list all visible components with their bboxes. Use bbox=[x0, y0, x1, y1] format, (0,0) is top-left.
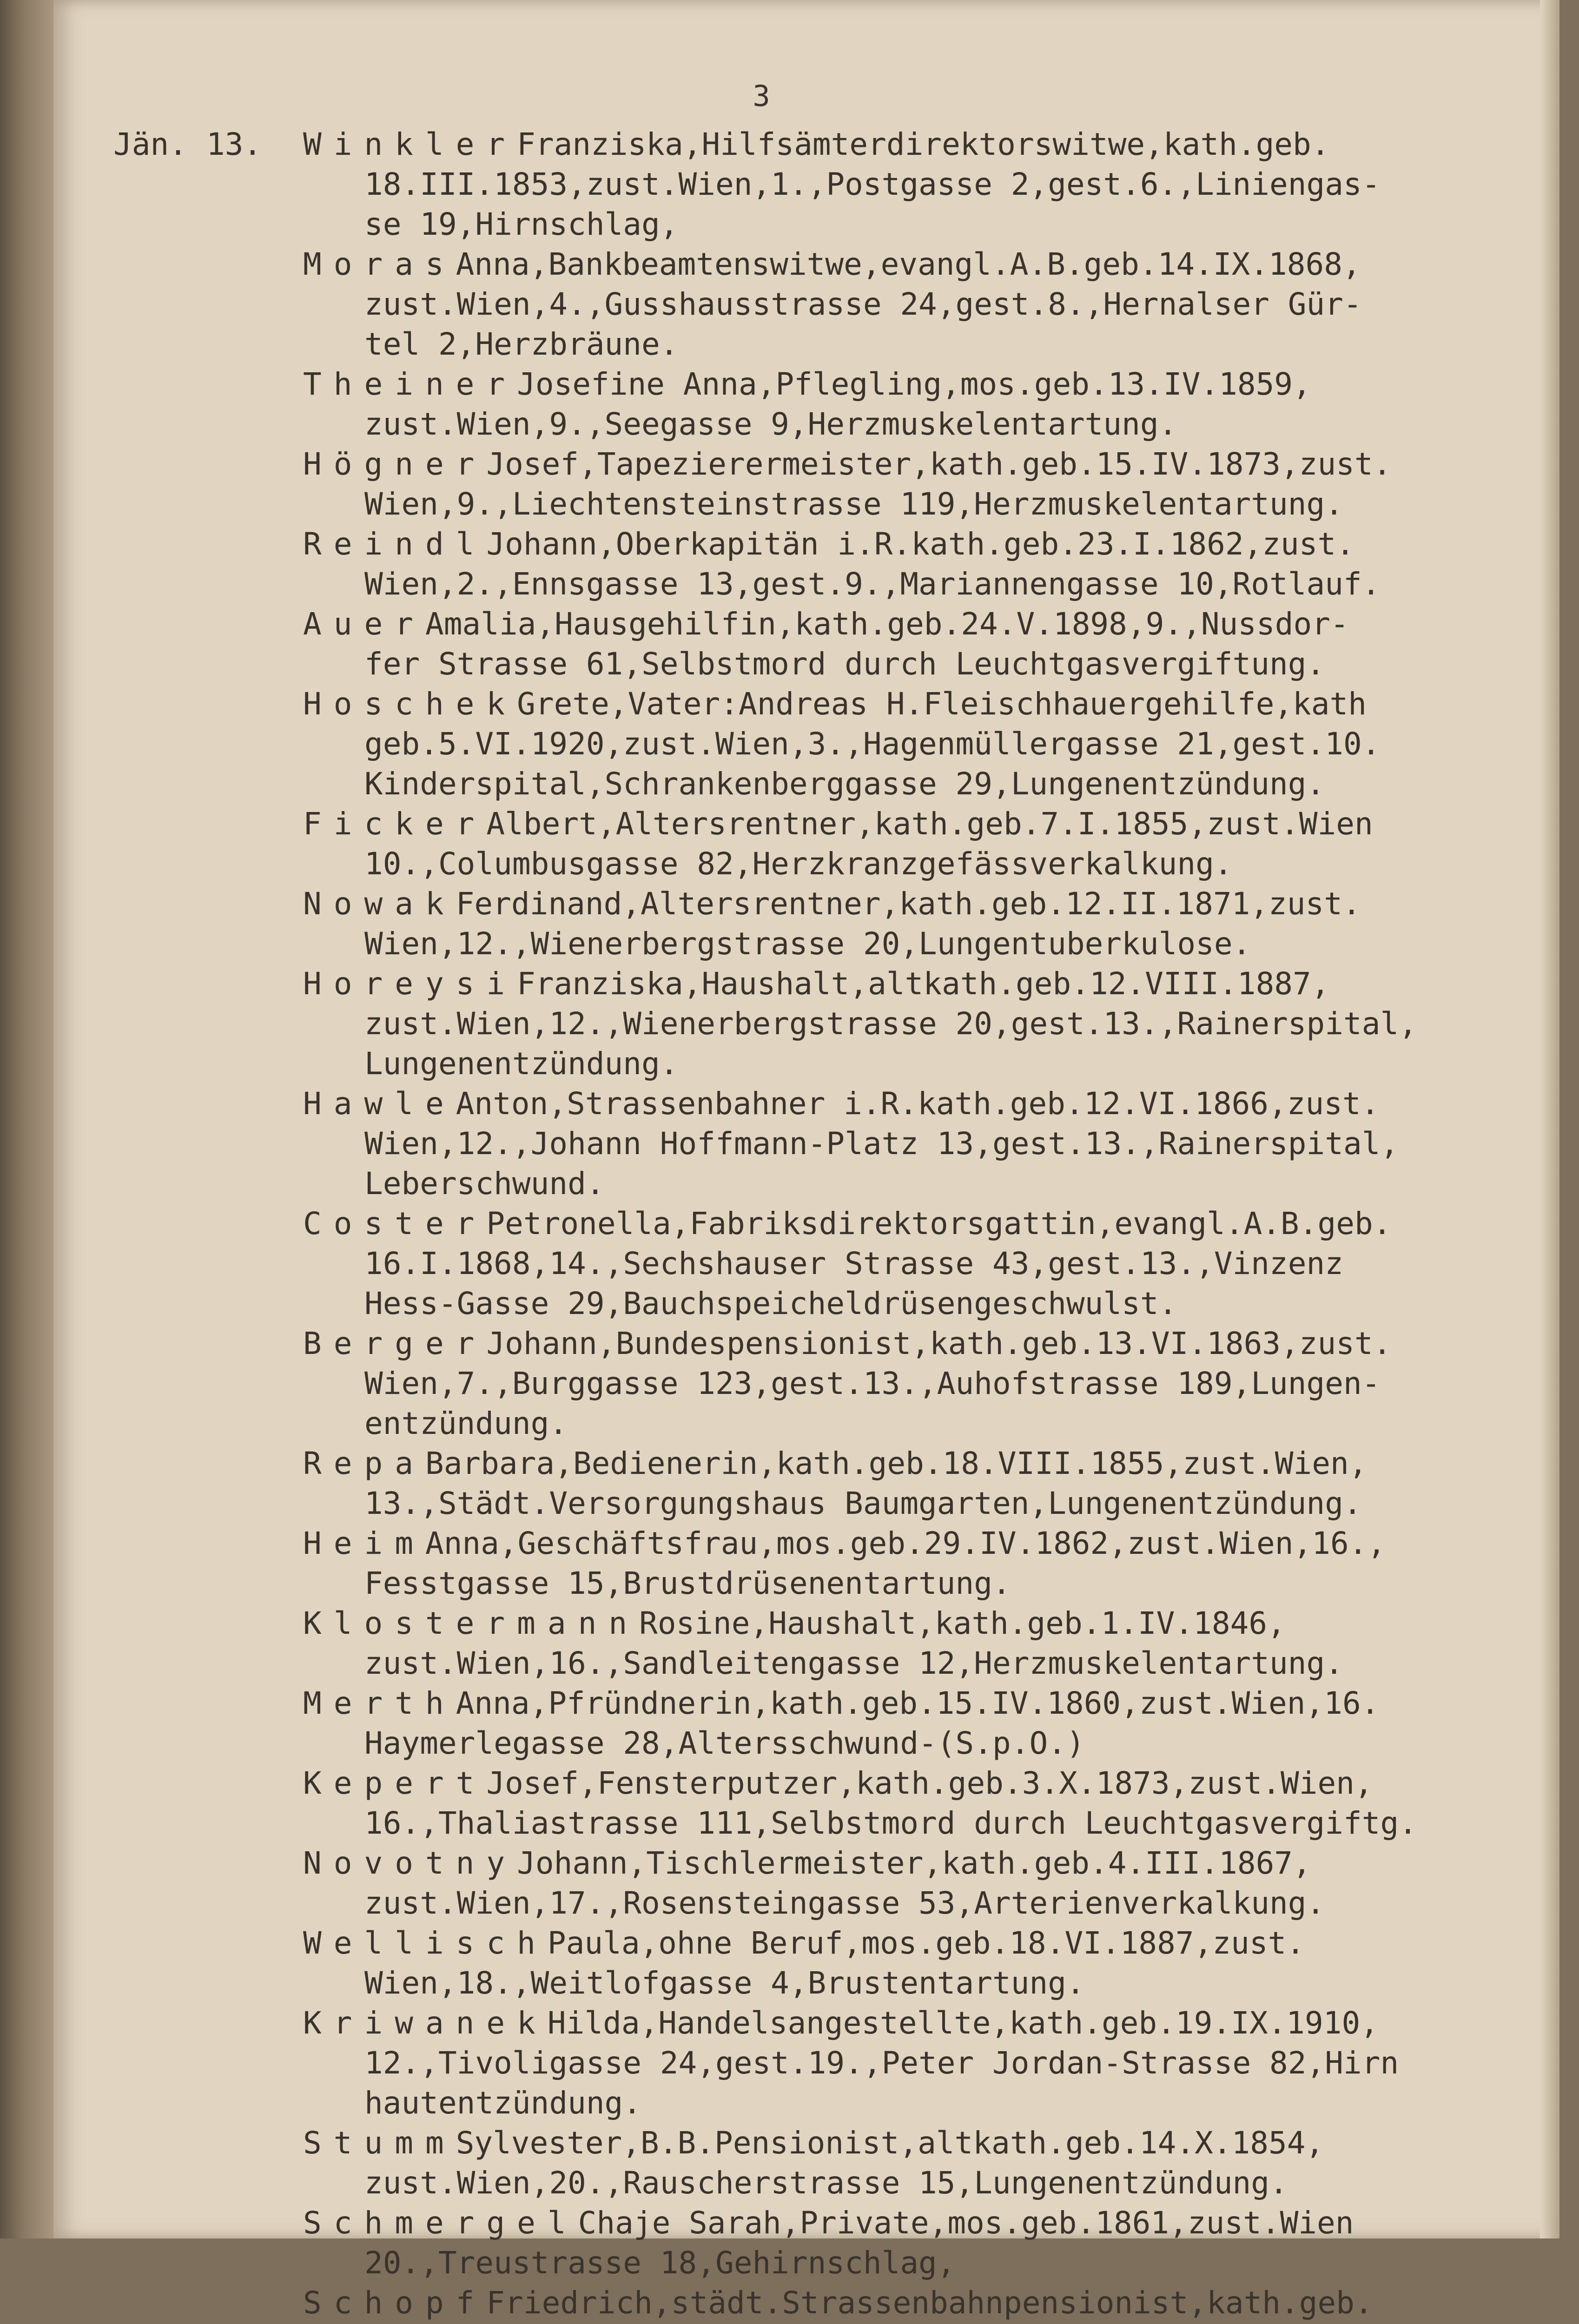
entry-line bbox=[303, 1524, 1483, 1564]
entry-text bbox=[303, 2003, 1483, 2123]
entry-line: Wien,12.,Wienerbergstrasse 20,Lungentuberkulose. bbox=[364, 926, 1251, 962]
page-number: 3 bbox=[753, 79, 770, 113]
surname: Ficker bbox=[303, 806, 487, 842]
surname: Reindl bbox=[303, 526, 487, 562]
entry-text bbox=[303, 2123, 1483, 2203]
entry-line: Fesstgasse 15,Brustdrüsenentartung. bbox=[364, 1565, 1011, 1601]
entry-line bbox=[303, 244, 1483, 284]
register-entry bbox=[0, 1763, 1483, 1843]
entry-details: Franziska,Haushalt,altkath.geb.12.VIII.1887, bbox=[517, 966, 1330, 1002]
surname: Hoschek bbox=[303, 686, 517, 722]
entry-text bbox=[303, 684, 1483, 804]
surname: Winkler bbox=[303, 126, 517, 162]
entry-line bbox=[303, 1843, 1483, 1883]
entry-details: Josef,Tapezierermeister,kath.geb.15.IV.1873,zust. bbox=[486, 446, 1392, 482]
entry-text bbox=[303, 1604, 1483, 1684]
entry-line bbox=[303, 524, 1483, 564]
entry-text bbox=[303, 524, 1483, 604]
entry-line bbox=[303, 2323, 1483, 2324]
entry-details: Amalia,Hausgehilfin,kath.geb.24.V.1898,9.,Nussdor- bbox=[425, 606, 1349, 642]
surname: Wellisch bbox=[303, 1925, 548, 1961]
register-entry bbox=[0, 1204, 1483, 1324]
entry-text bbox=[303, 244, 1483, 364]
entry-details: Friedrich,städt.Strassenbahnpensionist,kath.geb. bbox=[486, 2285, 1373, 2321]
register-entry bbox=[0, 2003, 1483, 2123]
entry-text bbox=[303, 1324, 1483, 1444]
register-entry bbox=[0, 604, 1483, 684]
surname: Kepert bbox=[303, 1765, 487, 1801]
entry-line: zust.Wien,20.,Rauscherstrasse 15,Lungenentzündung. bbox=[364, 2165, 1288, 2201]
register-entry bbox=[0, 804, 1483, 884]
register-entry bbox=[0, 1444, 1483, 1524]
entry-line: Lungenentzündung. bbox=[364, 1046, 679, 1082]
entry-line: 12.,Tivoligasse 24,gest.19.,Peter Jordan-Strasse 82,Hirn bbox=[364, 2045, 1399, 2081]
surname: Theiner bbox=[303, 366, 517, 402]
register-entry bbox=[0, 244, 1483, 364]
entry-line bbox=[303, 884, 1483, 924]
entry-details: Anton,Strassenbahner i.R.kath.geb.12.VI.1866,zust. bbox=[456, 1086, 1380, 1122]
entry-line: zust.Wien,17.,Rosensteingasse 53,Arterienverkalkung. bbox=[364, 1885, 1325, 1921]
register-entry bbox=[0, 1084, 1483, 1204]
entry-details: Ferdinand,Altersrentner,kath.geb.12.II.1871,zust. bbox=[456, 886, 1361, 922]
register-entry bbox=[0, 684, 1483, 804]
entry-details: Anna,Geschäftsfrau,mos.geb.29.IV.1862,zust.Wien,16., bbox=[425, 1525, 1386, 1561]
entry-details: Johann,Tischlermeister,kath.geb.4.III.1867, bbox=[517, 1845, 1311, 1881]
entry-text bbox=[303, 1763, 1483, 1843]
entry-line bbox=[303, 1324, 1483, 1364]
entry-text bbox=[303, 1843, 1483, 1923]
entry-line bbox=[303, 1084, 1483, 1124]
entry-details: Johann,Bundespensionist,kath.geb.13.VI.1863,zust. bbox=[486, 1326, 1392, 1361]
entry-details: Johann,Oberkapitän i.R.kath.geb.23.I.1862,zust. bbox=[486, 526, 1354, 562]
entry-text bbox=[303, 604, 1483, 684]
surname: Coster bbox=[303, 1206, 487, 1241]
register-entry bbox=[0, 884, 1483, 964]
entry-line: 18.III.1853,zust.Wien,1.,Postgasse 2,gest.6.,Liniengas- bbox=[364, 166, 1381, 202]
register-entry bbox=[0, 444, 1483, 524]
entry-line: Wien,9.,Liechtensteinstrasse 119,Herzmuskelentartung. bbox=[364, 486, 1343, 522]
entry-line bbox=[303, 1684, 1483, 1723]
entry-details: Franziska,Hilfsämterdirektorswitwe,kath.geb. bbox=[517, 126, 1330, 162]
entry-details: Grete,Vater:Andreas H.Fleischhauergehilfe,kath bbox=[517, 686, 1367, 722]
surname: Stumm bbox=[303, 2125, 456, 2161]
entry-line bbox=[303, 364, 1483, 404]
entry-line: entzündung. bbox=[364, 1406, 568, 1441]
surname: Berger bbox=[303, 1326, 487, 1361]
entry-line: hautentzündung. bbox=[364, 2085, 642, 2121]
entry-line bbox=[303, 1763, 1483, 1803]
register-entry bbox=[0, 364, 1483, 444]
entry-line bbox=[303, 2203, 1483, 2243]
entry-text bbox=[303, 444, 1483, 524]
entry-details: Petronella,Fabriksdirektorsgattin,evangl.A.B.geb. bbox=[486, 1206, 1392, 1241]
register-entry bbox=[0, 2283, 1483, 2324]
entry-details: Josef,Fensterputzer,kath.geb.3.X.1873,zust.Wien, bbox=[486, 1765, 1373, 1801]
surname: Moras bbox=[303, 246, 456, 282]
entry-line bbox=[303, 804, 1483, 844]
surname: Högner bbox=[303, 446, 487, 482]
entry-line bbox=[303, 444, 1483, 484]
surname: Klostermann bbox=[303, 1605, 640, 1641]
entry-text bbox=[303, 1684, 1483, 1763]
entry-details: Albert,Altersrentner,kath.geb.7.I.1855,zust.Wien bbox=[486, 806, 1373, 842]
entry-line: zust.Wien,4.,Gusshausstrasse 24,gest.8.,Hernalser Gür- bbox=[364, 286, 1362, 322]
entry-details: Anna,Pfründnerin,kath.geb.15.IV.1860,zust.Wien,16. bbox=[456, 1685, 1380, 1721]
register-entry bbox=[0, 1923, 1483, 2003]
register-entry bbox=[0, 1684, 1483, 1763]
surname: Horeysi bbox=[303, 966, 517, 1002]
entry-details: Paula,ohne Beruf,mos.geb.18.VI.1887,zust. bbox=[547, 1925, 1305, 1961]
entry-details: Anna,Bankbeamtenswitwe,evangl.A.B.geb.14.IX.1868, bbox=[456, 246, 1361, 282]
entry-details: Chaje Sarah,Private,mos.geb.1861,zust.Wien bbox=[578, 2205, 1354, 2241]
entry-text bbox=[303, 1923, 1483, 2003]
entry-line: 20.,Treustrasse 18,Gehirnschlag, bbox=[364, 2245, 956, 2281]
entry-line: zust.Wien,12.,Wienerbergstrasse 20,gest.13.,Rainerspital, bbox=[364, 1006, 1417, 1042]
entry-line: Wien,7.,Burggasse 123,gest.13.,Auhofstrasse 189,Lungen- bbox=[364, 1366, 1381, 1401]
entry-text bbox=[303, 125, 1483, 244]
entry-text bbox=[303, 1444, 1483, 1524]
register-entry bbox=[0, 1604, 1483, 1684]
surname: Kriwanek bbox=[303, 2005, 548, 2041]
entry-line: zust.Wien,9.,Seegasse 9,Herzmuskelentartung. bbox=[364, 406, 1177, 442]
entry-line bbox=[303, 964, 1483, 1004]
entry-line bbox=[303, 1204, 1483, 1244]
entry-text bbox=[303, 1204, 1483, 1324]
entry-line bbox=[303, 2123, 1483, 2163]
entry-text bbox=[303, 804, 1483, 884]
entry-details: Hilda,Handelsangestellte,kath.geb.19.IX.1910, bbox=[547, 2005, 1379, 2041]
entry-line: se 19,Hirnschlag, bbox=[364, 206, 679, 242]
month-label: Jän. bbox=[113, 126, 187, 162]
entry-line: zust.Wien,16.,Sandleitengasse 12,Herzmuskelentartung. bbox=[364, 1645, 1343, 1681]
register-entry bbox=[0, 524, 1483, 604]
entry-line bbox=[303, 2283, 1483, 2323]
entry-line bbox=[303, 684, 1483, 724]
surname: Repa bbox=[303, 1446, 425, 1481]
entry-text bbox=[303, 964, 1483, 1084]
entry-line: Haymerlegasse 28,Altersschwund-(S.p.O.) bbox=[364, 1725, 1085, 1761]
entry-text bbox=[303, 1084, 1483, 1204]
entry-text bbox=[303, 1524, 1483, 1604]
entry-text bbox=[303, 884, 1483, 964]
entry-line bbox=[303, 1604, 1483, 1644]
register-entry bbox=[0, 2123, 1483, 2203]
surname: Auer bbox=[303, 606, 425, 642]
entry-line bbox=[303, 604, 1483, 644]
surname: Merth bbox=[303, 1685, 456, 1721]
death-register-list bbox=[0, 125, 1483, 2324]
page-edge bbox=[1540, 0, 1559, 2238]
day-label: 13. bbox=[206, 126, 262, 162]
register-entry bbox=[0, 125, 1483, 244]
entry-line bbox=[303, 1923, 1483, 1963]
entry-line bbox=[303, 2003, 1483, 2043]
entry-line: Leberschwund. bbox=[364, 1166, 605, 1202]
entry-line bbox=[303, 125, 1483, 165]
surname: Hawle bbox=[303, 1086, 456, 1122]
surname: Novotny bbox=[303, 1845, 517, 1881]
entry-line: Wien,18.,Weitlofgasse 4,Brustentartung. bbox=[364, 1965, 1085, 2001]
entry-details: Sylvester,B.B.Pensionist,altkath.geb.14.X.1854, bbox=[456, 2125, 1324, 2161]
surname: Heim bbox=[303, 1525, 425, 1561]
register-entry bbox=[0, 2203, 1483, 2283]
surname: Schopf bbox=[303, 2285, 487, 2321]
register-entry bbox=[0, 1524, 1483, 1604]
surname: Nowak bbox=[303, 886, 456, 922]
entry-text bbox=[303, 2283, 1483, 2324]
entry-line: Wien,12.,Johann Hoffmann-Platz 13,gest.13.,Rainerspital, bbox=[364, 1126, 1399, 1162]
entry-line: 16.,Thaliastrasse 111,Selbstmord durch Leuchtgasvergiftg. bbox=[364, 1805, 1417, 1841]
register-entry bbox=[0, 1843, 1483, 1923]
entry-line: Hess-Gasse 29,Bauchspeicheldrüsengeschwulst. bbox=[364, 1286, 1177, 1321]
entry-line: 10.,Columbusgasse 82,Herzkranzgefässverkalkung. bbox=[364, 846, 1233, 882]
entry-line bbox=[303, 1444, 1483, 1484]
register-entry bbox=[0, 964, 1483, 1084]
entry-details: Barbara,Bedienerin,kath.geb.18.VIII.1855,zust.Wien, bbox=[425, 1446, 1368, 1481]
entry-text bbox=[303, 2203, 1483, 2283]
entry-line: fer Strasse 61,Selbstmord durch Leuchtgasvergiftung. bbox=[364, 646, 1325, 682]
entry-line: 16.I.1868,14.,Sechshauser Strasse 43,gest.13.,Vinzenz bbox=[364, 1246, 1343, 1281]
entry-text bbox=[303, 364, 1483, 444]
entry-line: tel 2,Herzbräune. bbox=[364, 326, 679, 362]
surname: Schmergel bbox=[303, 2205, 578, 2241]
entry-line: Wien,2.,Ennsgasse 13,gest.9.,Mariannengasse 10,Rotlauf. bbox=[364, 566, 1381, 602]
entry-line: geb.5.VI.1920,zust.Wien,3.,Hagenmüllergasse 21,gest.10. bbox=[364, 726, 1381, 762]
register-entry bbox=[0, 1324, 1483, 1444]
entry-line: 13.,Städt.Versorgungshaus Baumgarten,Lungenentzündung. bbox=[364, 1486, 1362, 1521]
entry-details: Rosine,Haushalt,kath.geb.1.IV.1846, bbox=[639, 1605, 1286, 1641]
entry-line: Kinderspital,Schrankenberggasse 29,Lungenentzündung. bbox=[364, 766, 1325, 802]
entry-details: Josefine Anna,Pflegling,mos.geb.13.IV.1859, bbox=[517, 366, 1311, 402]
